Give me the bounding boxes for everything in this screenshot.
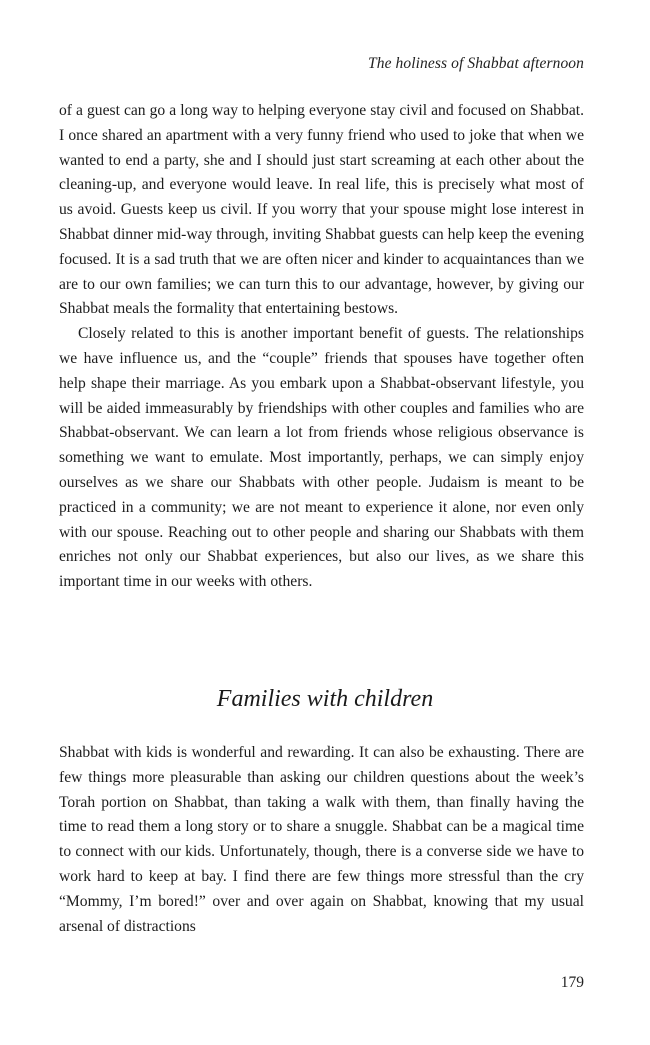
section-heading: Families with children [216, 686, 434, 712]
page-number: 179 [560, 974, 584, 991]
paragraph: of a guest can go a long way to helping everyone stay civil and focused on Shabbat. I once shared an apartment with a very funny friend who used to joke that when we wanted to end a party, she and I should just start screaming at each other about the cleaning-up, and everyone would leave. In real life, this is precisely what most of us avoid. Guests keep us civil. If you worry that your spouse might lose interest in Shabbat dinner mid-way through, inviting Shabbat guests can help keep the evening focused. It is a sad truth that we are often nicer and kinder to acquaintances than we are to our own families; we can turn this to our advantage, however, by giving our Shabbat meals the formality that entertaining bestows. [59, 102, 584, 318]
paragraph: Closely related to this is another important benefit of guests. The relationships we have influence us, and the “couple” friends that spouses have together often help shape their marriage. As you embark upon a Shabbat-observant lifestyle, you will be aided immeasurably by friendships with other couples and families who are Shabbat-observant. We can learn a lot from friends whose religious observance is something we want to emulate. Most importantly, perhaps, we can simply enjoy ourselves as we share our Shabbats with other people. Judaism is meant to be practiced in a community; we are not meant to experience it alone, nor even only with our spouse. Reaching out to other people and sharing our Shabbats with them enriches not only our Shabbat experiences, but also our lives, as we share this important time in our weeks with others. [59, 325, 584, 591]
running-head: The holiness of Shabbat afternoon [368, 55, 584, 72]
paragraph: Shabbat with kids is wonderful and rewarding. It can also be exhausting. There are few things more pleasurable than asking our children questions about the week’s Torah portion on Shabbat, than taking a walk with them, than finally having the time to read them a long story or to share a snuggle. Shabbat can be a magical time to connect with our kids. Unfortunately, though, there is a converse side we have to work hard to keep at bay. I find there are few things more stressful than the cry “Mommy, I’m bored!” over and over again on Shabbat, knowing that my usual arsenal of distractions [59, 744, 584, 935]
body-text-before-heading [59, 99, 584, 595]
body-text-after-heading [59, 741, 584, 939]
